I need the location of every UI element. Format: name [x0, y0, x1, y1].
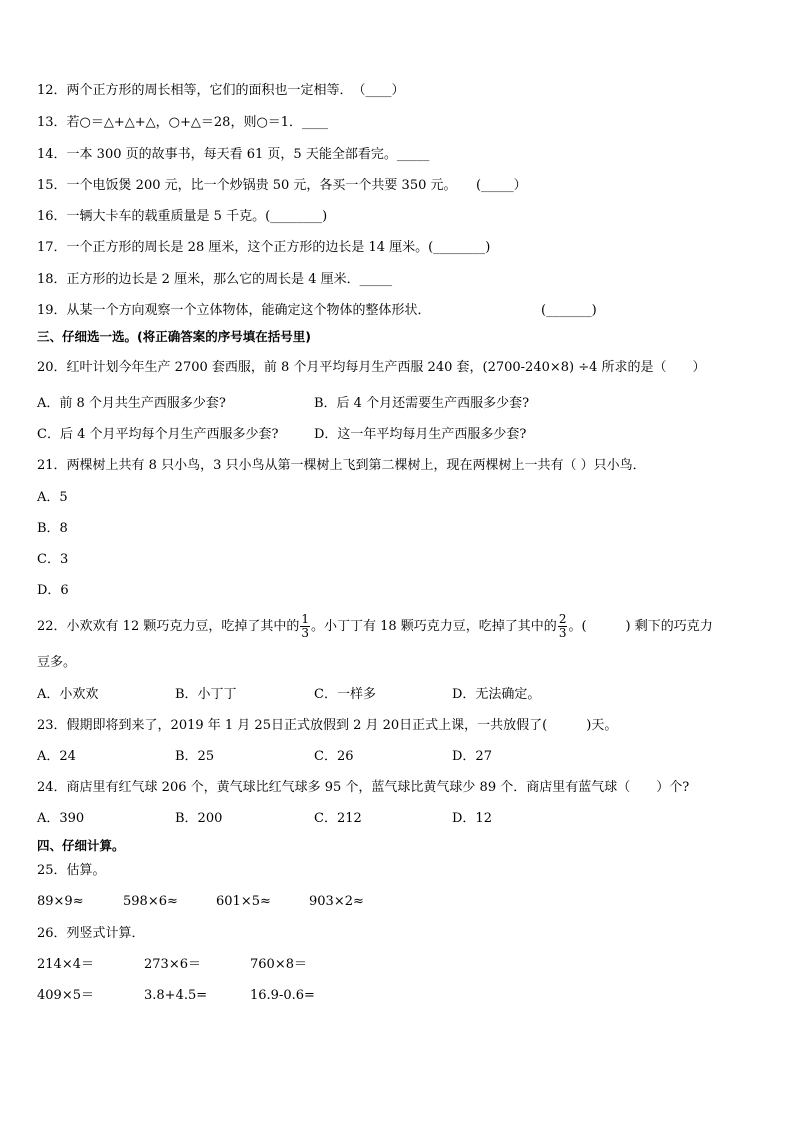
question-22-text-2: 。小丁丁有 18 颗巧克力豆，吃掉了其中的 — [311, 619, 557, 634]
question-23-option-d: D．27 — [452, 749, 492, 764]
question-25-title: 25．估算。 — [37, 863, 106, 878]
question-23-option-c: C．26 — [314, 749, 354, 764]
question-20-option-c: C．后 4 个月平均每个月生产西服多少套? — [37, 427, 279, 442]
question-20-option-a: A．前 8 个月共生产西服多少套? — [37, 396, 226, 411]
question-22-option-d: D．无法确定。 — [452, 687, 541, 702]
question-22-stem-line-2: 豆多。 — [37, 655, 77, 670]
calc-item: 409×5＝ — [37, 988, 94, 1003]
question-15: 15．一个电饭煲 200 元，比一个炒锅贵 50 元，各买一个共要 350 元。 (_____） — [37, 178, 527, 193]
estimate-item: 598×6≈ — [123, 894, 178, 909]
fraction-numerator: 2 — [558, 612, 567, 626]
section-3-heading: 三、仔细选一选。(将正确答案的序号填在括号里) — [37, 329, 311, 344]
question-17: 17．一个正方形的周长是 28 厘米，这个正方形的边长是 14 厘米。(________) — [37, 240, 491, 255]
question-23-stem: 23．假期即将到来了，2019 年 1 月 25日正式放假到 2 月 20日正式上课，一共放假了( )天。 — [37, 718, 618, 733]
estimate-item: 89×9≈ — [37, 894, 84, 909]
question-19: 19．从某一个方向观察一个立体物体，能确定这个物体的整体形状． (_______) — [37, 303, 597, 318]
question-22-option-b: B．小丁丁 — [175, 687, 237, 702]
question-24-option-d: D．12 — [452, 811, 492, 826]
calc-item: 273×6＝ — [144, 957, 201, 972]
calc-item: 3.8+4.5= — [144, 988, 208, 1003]
fraction-numerator: 1 — [301, 612, 309, 626]
fraction-two-thirds — [558, 613, 568, 640]
estimate-item: 601×5≈ — [216, 894, 271, 909]
question-12: 12．两个正方形的周长相等，它们的面积也一定相等． （____） — [37, 83, 405, 98]
question-21-option-b: B．8 — [37, 521, 68, 536]
calc-item: 760×8＝ — [250, 957, 307, 972]
question-14: 14．一本 300 页的故事书，每天看 61 页，5 天能全部看完。_____ — [37, 147, 430, 162]
question-22-stem — [37, 612, 713, 642]
question-18: 18．正方形的边长是 2 厘米，那么它的周长是 4 厘米．_____ — [37, 272, 393, 287]
question-23-option-b: B．25 — [175, 749, 215, 764]
fraction-denominator: 3 — [301, 626, 309, 640]
question-13: 13．若○＝△+△+△，○+△＝28，则○＝1．____ — [37, 115, 329, 130]
calc-item: 214×4＝ — [37, 957, 94, 972]
question-26-title: 26．列竖式计算． — [37, 926, 145, 941]
question-24-option-a: A．390 — [37, 811, 85, 826]
question-24-option-c: C．212 — [314, 811, 362, 826]
question-21-stem: 21．两棵树上共有 8 只小鸟，3 只小鸟从第一棵树上飞到第二棵树上，现在两棵树上一共有（ ）只小鸟． — [37, 458, 646, 473]
question-20-option-d: D．这一年平均每月生产西服多少套? — [314, 427, 527, 442]
question-20-option-b: B．后 4 个月还需要生产西服多少套? — [314, 396, 530, 411]
fraction-one-third — [300, 613, 310, 640]
question-22-text-3: 。( ) 剩下的巧克力 — [568, 619, 713, 634]
question-23-option-a: A．24 — [37, 749, 76, 764]
section-4-heading: 四、仔细计算。 — [37, 838, 125, 853]
question-24-option-b: B．200 — [175, 811, 223, 826]
calc-item: 16.9-0.6= — [250, 988, 315, 1003]
question-21-option-c: C．3 — [37, 552, 69, 567]
question-21-option-a: A．5 — [37, 490, 68, 505]
question-22-text-1: 22．小欢欢有 12 颗巧克力豆，吃掉了其中的 — [37, 619, 300, 634]
question-22-option-a: A．小欢欢 — [37, 687, 99, 702]
question-22-option-c: C．一样多 — [314, 687, 376, 702]
question-16: 16．一辆大卡车的载重质量是 5 千克。(________) — [37, 209, 328, 224]
question-24-stem: 24．商店里有红气球 206 个，黄气球比红气球多 95 个，蓝气球比黄气球少 89 个．商店里有蓝气球（ ）个? — [37, 780, 690, 795]
fraction-denominator: 3 — [558, 626, 567, 640]
question-21-option-d: D．6 — [37, 583, 69, 598]
question-20-stem: 20．红叶计划今年生产 2700 套西服，前 8 个月平均每月生产西服 240 套，(2700-240×8) ÷4 所求的是（ ） — [37, 360, 706, 375]
estimate-item: 903×2≈ — [309, 894, 364, 909]
